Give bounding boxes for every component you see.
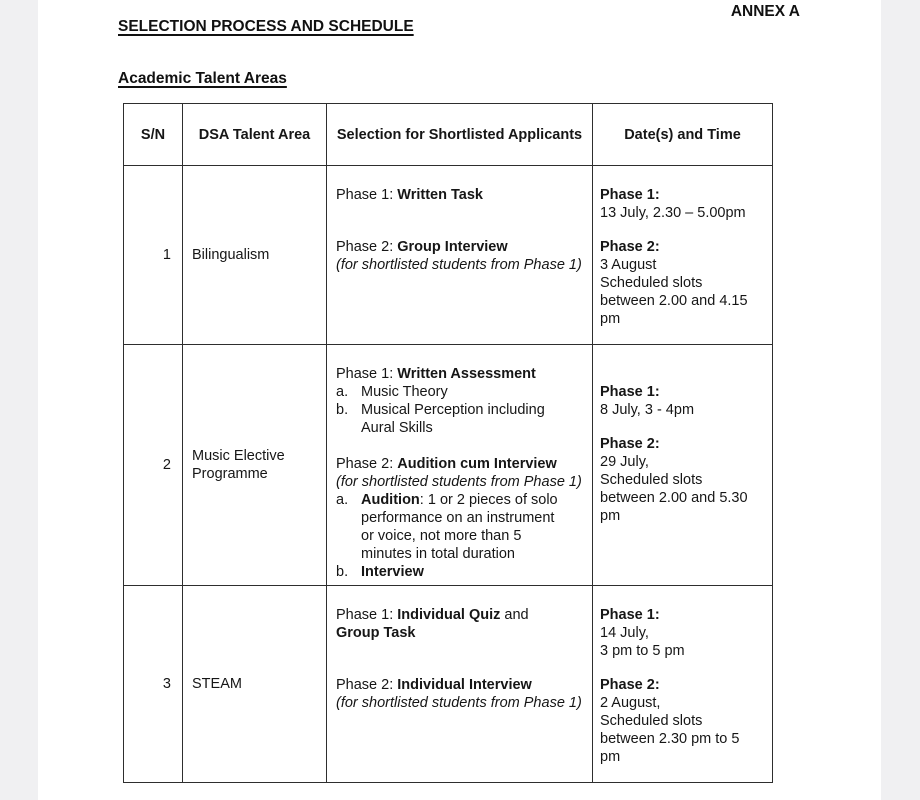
phase1-line — [336, 606, 586, 624]
phase-activity: Individual Interview — [397, 677, 532, 693]
selection-cell — [327, 166, 593, 345]
talent-area-cell: Music Elective Programme — [183, 345, 327, 586]
talent-area-cell: STEAM — [183, 586, 327, 783]
date-line: 14 July, — [600, 625, 649, 641]
sn-cell: 2 — [124, 345, 183, 586]
page-title: SELECTION PROCESS AND SCHEDULE — [118, 18, 414, 35]
date-line: pm — [600, 749, 621, 765]
phase-activity: Group Interview — [397, 239, 508, 255]
phase2-note: (for shortlisted students from Phase 1) — [336, 474, 582, 490]
col-header-selection: Selection for Shortlisted Applicants — [327, 104, 593, 166]
phase-activity: Written Assessment — [397, 366, 536, 382]
phase1-line — [336, 365, 586, 383]
date-line: 8 July, 3 - 4pm — [600, 402, 695, 418]
table-row-steam — [124, 586, 773, 783]
list-item — [336, 491, 586, 563]
col-header-talent-area: DSA Talent Area — [183, 104, 327, 166]
date-line: between 2.00 and 4.15 — [600, 293, 748, 309]
selection-schedule-table — [123, 103, 773, 783]
phase1-line — [336, 186, 586, 204]
phase-activity: Audition cum Interview — [397, 456, 557, 472]
phase1-label: Phase 1: — [600, 187, 660, 203]
document-page — [38, 0, 881, 800]
phase1-label: Phase 1: — [600, 607, 660, 623]
audition-label: Audition — [361, 492, 420, 508]
date-line: 3 pm to 5 pm — [600, 643, 685, 659]
phase2-line — [336, 238, 586, 256]
phase1-line-cont: Group Task — [336, 625, 416, 641]
date-line: 13 July, 2.30 – 5.00pm — [600, 205, 746, 221]
phase-prefix: Phase 1: — [336, 607, 398, 623]
phase-activity: Individual Quiz — [397, 607, 501, 623]
col-header-date-time: Date(s) and Time — [593, 104, 773, 166]
phase1-label: Phase 1: — [600, 384, 660, 400]
sn-cell: 1 — [124, 166, 183, 345]
list-text: Music Theory — [361, 384, 448, 400]
date-cell — [593, 586, 773, 783]
list-text — [361, 491, 586, 509]
phase2-label: Phase 2: — [600, 239, 660, 255]
date-line: 2 August, — [600, 695, 661, 711]
list-text: or voice, not more than 5 — [361, 528, 522, 544]
table-header-row — [124, 104, 773, 166]
list-item — [336, 563, 586, 581]
phase2-note: (for shortlisted students from Phase 1) — [336, 695, 582, 711]
date-cell — [593, 166, 773, 345]
date-line: Scheduled slots — [600, 275, 703, 291]
date-line: between 2.00 and 5.30 — [600, 490, 748, 506]
list-marker: a. — [336, 492, 349, 508]
talent-area-cell: Bilingualism — [183, 166, 327, 345]
date-line: 3 August — [600, 257, 657, 273]
date-line: pm — [600, 311, 621, 327]
list-text: minutes in total duration — [361, 546, 515, 562]
date-line: 29 July, — [600, 454, 649, 470]
phase-activity: Written Task — [397, 187, 483, 203]
date-line: pm — [600, 508, 621, 524]
audition-desc: : 1 or 2 pieces of solo — [419, 492, 558, 508]
sn-cell: 3 — [124, 586, 183, 783]
phase-prefix: Phase 1: — [336, 366, 398, 382]
selection-cell — [327, 586, 593, 783]
list-marker: a. — [336, 384, 349, 400]
list-text: Aural Skills — [361, 420, 433, 436]
date-line: Scheduled slots — [600, 713, 703, 729]
phase2-label: Phase 2: — [600, 677, 660, 693]
list-item — [336, 401, 586, 437]
phase-prefix: Phase 2: — [336, 239, 398, 255]
table-row-bilingualism — [124, 166, 773, 345]
phase-prefix: Phase 2: — [336, 456, 398, 472]
annex-label: ANNEX A — [730, 3, 800, 20]
date-line: between 2.30 pm to 5 — [600, 731, 740, 747]
list-item — [336, 383, 586, 401]
phase2-line — [336, 455, 586, 473]
phase-prefix: Phase 1: — [336, 187, 398, 203]
phase-conjunction: and — [500, 607, 529, 623]
date-cell — [593, 345, 773, 586]
phase2-line — [336, 676, 586, 694]
selection-cell — [327, 345, 593, 586]
section-heading: Academic Talent Areas — [118, 70, 287, 87]
list-text: performance on an instrument — [361, 510, 555, 526]
phase2-note: (for shortlisted students from Phase 1) — [336, 257, 582, 273]
table-row-music-elective — [124, 345, 773, 586]
date-line: Scheduled slots — [600, 472, 703, 488]
phase-prefix: Phase 2: — [336, 677, 398, 693]
col-header-sn: S/N — [124, 104, 183, 166]
list-marker: b. — [336, 402, 349, 418]
list-text: Musical Perception including — [361, 402, 545, 418]
list-text: Interview — [361, 564, 424, 580]
list-marker: b. — [336, 564, 349, 580]
phase2-label: Phase 2: — [600, 436, 660, 452]
